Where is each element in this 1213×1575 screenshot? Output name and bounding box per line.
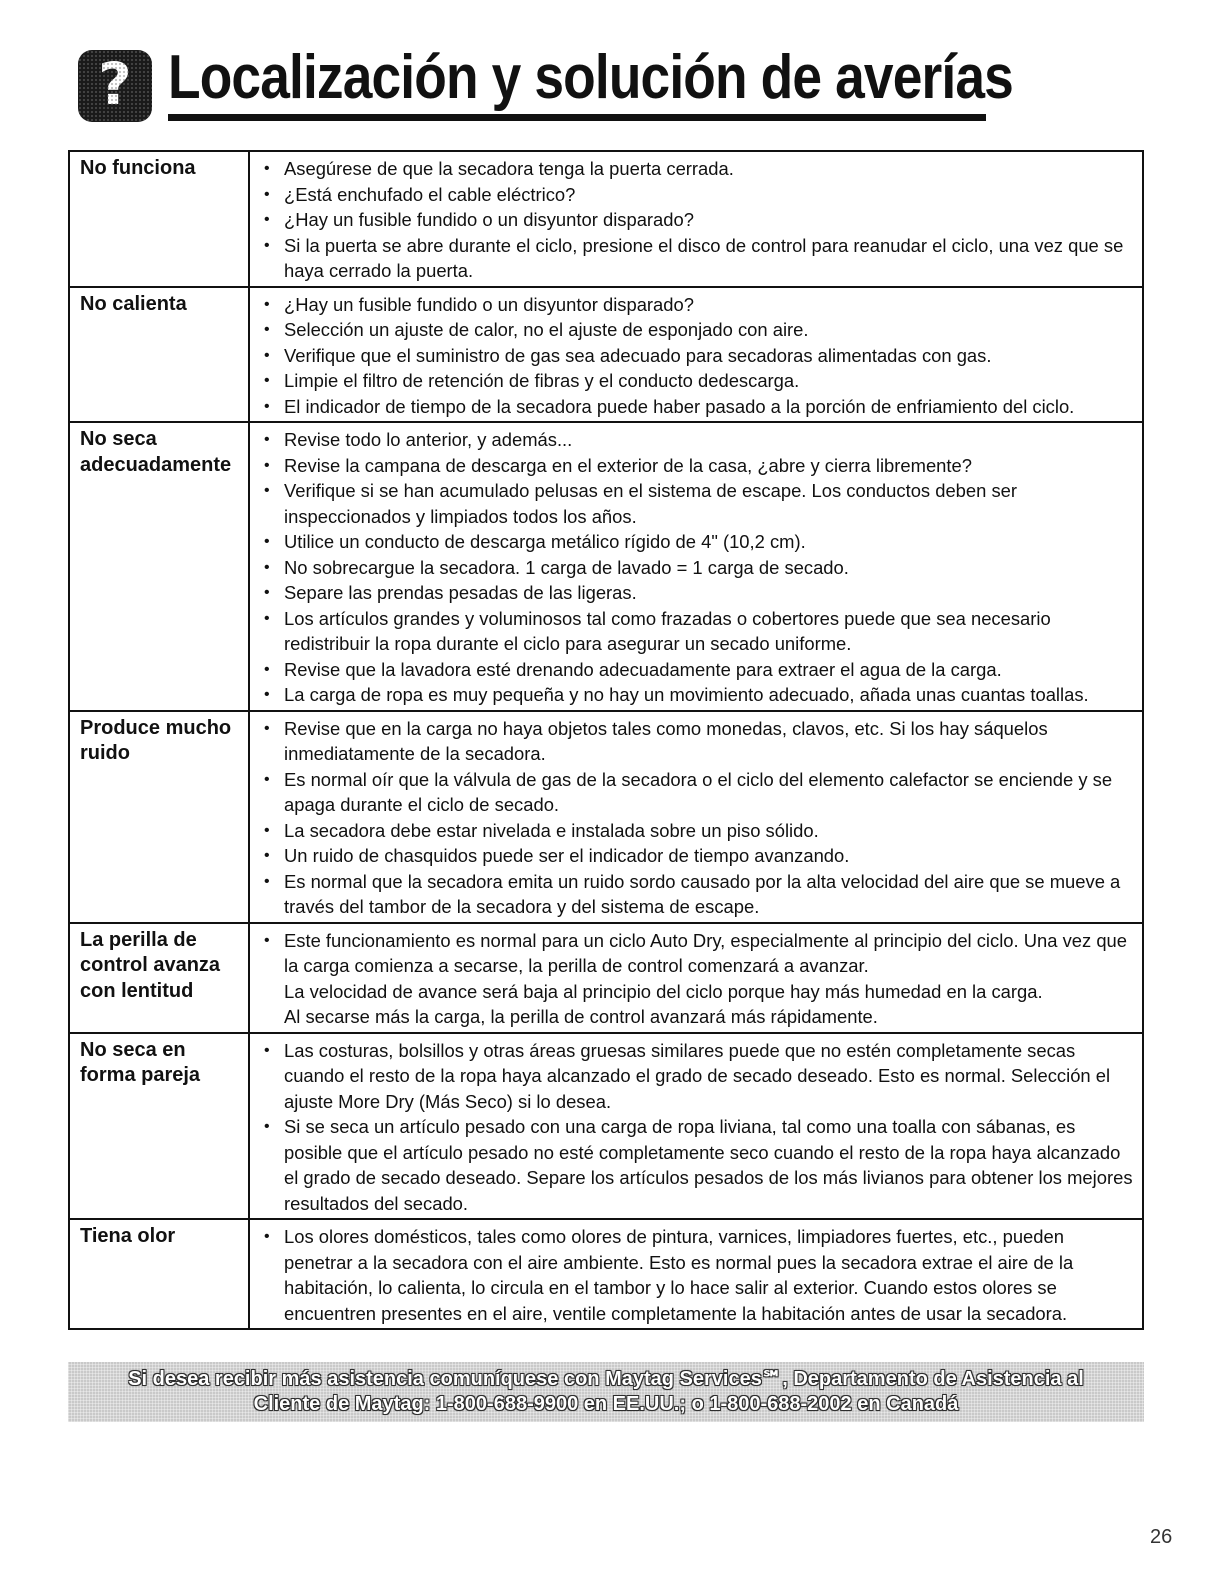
solution-item <box>264 580 1134 606</box>
table-row <box>69 923 1143 1033</box>
solution-item <box>264 453 1134 479</box>
solution-text: El indicador de tiempo de la secadora puede haber pasado a la porción de enfriamiento del ciclo. <box>284 395 1075 417</box>
solution-text: ¿Está enchufado el cable eléctrico? <box>284 183 576 205</box>
solution-item <box>264 1224 1134 1326</box>
solution-item <box>264 818 1134 844</box>
problem-label: No seca adecuadamente <box>69 422 249 711</box>
bullet-icon: • <box>264 1228 270 1245</box>
solution-text: Los artículos grandes y voluminosos tal como frazadas o cobertores puede que sea necesario redistribuir la ropa durante el ciclo para asegurar un secado uniforme. <box>284 607 1051 654</box>
solution-item <box>264 478 1134 529</box>
bullet-icon: • <box>264 236 270 254</box>
solutions-list <box>264 427 1134 708</box>
problem-label: No calienta <box>69 287 249 423</box>
solution-text: Es normal que la secadora emita un ruido sordo causado por la alta velocidad del aire que se mueve a través del tambor de la secadora y del sistema de escape. <box>284 870 1121 917</box>
solution-item <box>264 1038 1134 1115</box>
solution-item <box>264 317 1134 343</box>
table-row <box>69 287 1143 423</box>
table-row <box>69 1219 1143 1329</box>
solution-item <box>264 869 1134 920</box>
bullet-icon: • <box>264 295 270 313</box>
solution-text: Si la puerta se abre durante el ciclo, presione el disco de control para reanudar el ciclo, una vez que se haya cerrado la puerta. <box>284 234 1124 281</box>
solution-item <box>264 555 1134 581</box>
table-row <box>69 151 1143 287</box>
solution-text: Los olores domésticos, tales como olores de pintura, varnices, limpiadores fuertes, etc., pueden penetrar a la secadora con el aire ambiente. Esto es normal pues la secadora extrae el aire de la habitación, lo calienta, lo circula en el tambor y lo hace salir al exterior. Cuando estos olores se encuentren presentes en el aire, ventile completamente la habitación antes de usar la secadora. <box>284 1226 1074 1324</box>
bullet-icon: • <box>264 821 270 839</box>
bullet-icon: • <box>264 456 270 474</box>
solutions-list <box>264 292 1134 420</box>
solution-text: Verifique que el suministro de gas sea adecuado para secadoras alimentadas con gas. <box>284 344 992 366</box>
bullet-icon: • <box>264 397 270 415</box>
bullet-icon: • <box>264 584 270 601</box>
solution-text: No sobrecargue la secadora. 1 carga de lavado = 1 carga de secado. <box>284 556 849 578</box>
solution-item <box>264 606 1134 657</box>
bullet-icon: • <box>264 185 270 203</box>
problem-label: La perilla de control avanza con lentitud <box>69 923 249 1033</box>
bullet-icon: • <box>264 533 270 550</box>
bullet-icon: • <box>264 321 270 338</box>
problem-label: Produce mucho ruido <box>69 711 249 923</box>
solution-item <box>264 843 1134 869</box>
question-mark-icon: ? <box>78 50 152 122</box>
solution-continuation <box>264 1004 1134 1030</box>
solution-item <box>264 682 1134 708</box>
solution-text: Este funcionamiento es normal para un ciclo Auto Dry, especialmente al principio del ciclo. Una vez que la carga comienza a secarse, la perilla de control comenzará a avanzar. <box>284 929 1128 976</box>
solutions-cell <box>249 1033 1143 1220</box>
solutions-cell <box>249 711 1143 923</box>
bullet-icon: • <box>264 719 270 737</box>
solution-item <box>264 207 1134 233</box>
table-row <box>69 1033 1143 1220</box>
solutions-list <box>264 1224 1134 1326</box>
solution-item <box>264 182 1134 208</box>
solution-item <box>264 767 1134 818</box>
solution-text: Revise que en la carga no haya objetos tales como monedas, clavos, etc. Si los hay sáquelos inmediatamente de la secadora. <box>284 717 1048 764</box>
solution-item <box>264 394 1134 420</box>
solution-item <box>264 928 1134 979</box>
bullet-icon: • <box>264 372 270 389</box>
bullet-icon: • <box>264 686 270 703</box>
bullet-icon: • <box>264 660 270 678</box>
solution-text: Selección un ajuste de calor, no el ajuste de esponjado con aire. <box>284 319 809 340</box>
solution-item <box>264 343 1134 369</box>
solution-item <box>264 716 1134 767</box>
solutions-cell <box>249 923 1143 1033</box>
page-header <box>70 28 1013 124</box>
solution-text: La carga de ropa es muy pequeña y no hay un movimiento adecuado, añada unas cuantas toallas. <box>284 684 1089 705</box>
assistance-banner <box>68 1362 1144 1422</box>
bullet-icon: • <box>264 558 270 576</box>
problem-label: No funciona <box>69 151 249 287</box>
solution-text: Al secarse más la carga, la perilla de control avanzará más rápidamente. <box>284 1006 878 1027</box>
solution-text: Las costuras, bolsillos y otras áreas gruesas similares puede que no estén completamente secas cuando el resto de la ropa haya alcanzado el grado de secado deseado. Esto es normal. Selección el ajuste More Dry (Más Seco) si lo desea. <box>284 1039 1111 1112</box>
solution-item <box>264 292 1134 318</box>
solution-text: ¿Hay un fusible fundido o un disyuntor disparado? <box>284 209 694 230</box>
solution-item <box>264 427 1134 453</box>
solution-text: Si se seca un artículo pesado con una carga de ropa liviana, tal como una toalla con sábanas, es posible que el artículo pesado no esté completamente seco cuando el resto de la ropa haya alcanzado el grado de secado deseado. Separe los artículos pesados de los más livianos para obtener los mejores resultados del secado. <box>284 1116 1133 1214</box>
solution-text: Revise todo lo anterior, y además... <box>284 429 573 450</box>
assistance-line-1: Si desea recibir más asistencia comuníquese con Maytag Services℠, Departamento de Asistencia al <box>128 1368 1084 1390</box>
solutions-cell <box>249 287 1143 423</box>
bullet-icon: • <box>264 872 270 890</box>
solution-text: Es normal oír que la válvula de gas de la secadora o el ciclo del elemento calefactor se enciende y se apaga durante el ciclo de secado. <box>284 768 1113 815</box>
problem-label: Tiena olor <box>69 1219 249 1329</box>
solution-text: Un ruido de chasquidos puede ser el indicador de tiempo avanzando. <box>284 845 850 866</box>
solution-item <box>264 233 1134 284</box>
bullet-icon: • <box>264 482 270 499</box>
solutions-cell <box>249 151 1143 287</box>
solutions-cell <box>249 1219 1143 1329</box>
solution-text: Revise que la lavadora esté drenando adecuadamente para extraer el agua de la carga. <box>284 658 1002 680</box>
troubleshooting-table <box>68 150 1144 1330</box>
page-title: Localización y solución de averías <box>168 43 1013 112</box>
bullet-icon: • <box>264 931 270 949</box>
page-number: 26 <box>1150 1526 1173 1548</box>
solution-item <box>264 1114 1134 1216</box>
bullet-icon: • <box>264 609 270 627</box>
bullet-icon: • <box>264 346 270 364</box>
problem-label: No seca en forma pareja <box>69 1033 249 1220</box>
table-row <box>69 422 1143 711</box>
assistance-line-2: Cliente de Maytag: 1-800-688-9900 en EE.UU.; o 1-800-688-2002 en Canadá <box>253 1393 959 1415</box>
bullet-icon: • <box>264 160 270 177</box>
solution-text: Limpie el filtro de retención de fibras y el conducto dedescarga. <box>284 370 800 391</box>
solution-text: Utilice un conducto de descarga metálico rígido de 4" (10,2 cm). <box>284 531 806 552</box>
solution-item <box>264 657 1134 683</box>
solution-item <box>264 529 1134 555</box>
solution-text: Separe las prendas pesadas de las ligeras. <box>284 582 637 603</box>
bullet-icon: • <box>264 1118 270 1135</box>
bullet-icon: • <box>264 431 270 448</box>
solution-text: Asegúrese de que la secadora tenga la puerta cerrada. <box>284 158 734 179</box>
bullet-icon: • <box>264 847 270 864</box>
solutions-list <box>264 1038 1134 1217</box>
solutions-list <box>264 156 1134 284</box>
bullet-icon: • <box>264 770 270 788</box>
solution-continuation <box>264 979 1134 1005</box>
solutions-list <box>264 716 1134 920</box>
solution-text: La velocidad de avance será baja al principio del ciclo porque hay más humedad en la carga. <box>284 980 1043 1002</box>
solution-text: ¿Hay un fusible fundido o un disyuntor disparado? <box>284 293 694 315</box>
bullet-icon: • <box>264 211 270 228</box>
solution-text: Verifique si se han acumulado pelusas en el sistema de escape. Los conductos deben ser inspeccionados y limpiados todos los años. <box>284 480 1018 527</box>
solutions-list <box>264 928 1134 1030</box>
solution-item <box>264 156 1134 182</box>
solution-text: Revise la campana de descarga en el exterior de la casa, ¿abre y cierra libremente? <box>284 454 972 476</box>
solution-item <box>264 368 1134 394</box>
solutions-cell <box>249 422 1143 711</box>
title-underline <box>168 114 986 121</box>
table-row <box>69 711 1143 923</box>
bullet-icon: • <box>264 1041 270 1059</box>
solution-text: La secadora debe estar nivelada e instalada sobre un piso sólido. <box>284 819 819 841</box>
